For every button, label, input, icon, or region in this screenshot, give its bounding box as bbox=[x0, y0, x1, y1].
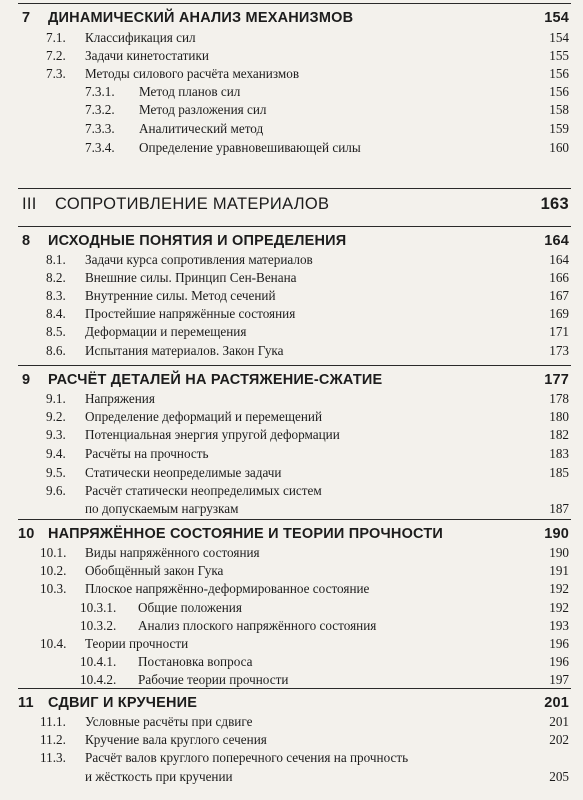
section-title: Испытания материалов. Закон Гука bbox=[85, 343, 284, 358]
section-title: Расчёт статически неопределимых систем bbox=[85, 483, 322, 498]
page-number: 193 bbox=[549, 618, 569, 633]
subsection-title: Метод разложения сил bbox=[139, 102, 267, 117]
toc-subsection[interactable] bbox=[0, 670, 583, 690]
page-number: 187 bbox=[549, 501, 569, 516]
chapter-number: 9 bbox=[22, 372, 31, 388]
section-title: Теории прочности bbox=[85, 636, 189, 651]
toc-section[interactable] bbox=[0, 28, 583, 48]
page-number: 166 bbox=[549, 270, 569, 285]
page-number: 156 bbox=[549, 66, 569, 81]
part-number: III bbox=[22, 195, 37, 213]
subsection-number: 10.4.1. bbox=[80, 654, 117, 669]
page-number: 196 bbox=[549, 654, 569, 669]
chapter-number: 7 bbox=[22, 10, 31, 26]
section-number: 9.1. bbox=[46, 391, 66, 406]
chapter-title: НАПРЯЖЁННОЕ СОСТОЯНИЕ И ТЕОРИИ ПРОЧНОСТИ bbox=[48, 526, 444, 542]
toc-section[interactable] bbox=[0, 425, 583, 445]
toc-section[interactable] bbox=[0, 304, 583, 324]
section-title: Простейшие напряжённые состояния bbox=[85, 306, 296, 321]
page-number: 158 bbox=[549, 102, 569, 117]
page-number: 191 bbox=[549, 563, 569, 578]
page-number: 201 bbox=[544, 695, 569, 711]
subsection-title: Рабочие теории прочности bbox=[138, 672, 289, 687]
toc-chapter-heading[interactable] bbox=[0, 231, 583, 251]
page-number: 156 bbox=[549, 84, 569, 99]
toc-section[interactable] bbox=[0, 748, 583, 768]
section-number: 7.2. bbox=[46, 48, 66, 63]
subsection-title: Аналитический метод bbox=[139, 121, 264, 136]
toc-section[interactable] bbox=[0, 579, 583, 599]
section-number: 8.4. bbox=[46, 306, 66, 321]
toc-section[interactable] bbox=[0, 444, 583, 464]
subsection-number: 7.3.1. bbox=[85, 84, 115, 99]
page-number: 190 bbox=[544, 526, 569, 542]
section-title: Деформации и перемещения bbox=[85, 324, 247, 339]
toc-section-continuation[interactable] bbox=[0, 499, 583, 519]
toc-chapter-heading[interactable] bbox=[0, 8, 583, 28]
toc-section[interactable] bbox=[0, 481, 583, 501]
section-title: Виды напряжённого состояния bbox=[85, 545, 260, 560]
page-number: 155 bbox=[549, 48, 569, 63]
toc-section[interactable] bbox=[0, 634, 583, 654]
toc-section-continuation[interactable] bbox=[0, 767, 583, 787]
section-number: 9.3. bbox=[46, 427, 66, 442]
section-title: Плоское напряжённо-деформированное состояние bbox=[85, 581, 370, 596]
page-number: 202 bbox=[549, 732, 569, 747]
section-number: 10.2. bbox=[40, 563, 67, 578]
toc-chapter-heading[interactable] bbox=[0, 693, 583, 713]
toc-part-heading[interactable] bbox=[0, 192, 583, 216]
subsection-number: 10.3.2. bbox=[80, 618, 117, 633]
chapter-title: РАСЧЁТ ДЕТАЛЕЙ НА РАСТЯЖЕНИЕ-СЖАТИЕ bbox=[48, 372, 383, 388]
toc-subsection[interactable] bbox=[0, 616, 583, 636]
section-number: 8.1. bbox=[46, 252, 66, 267]
section-title: Обобщённый закон Гука bbox=[85, 563, 224, 578]
section-title: Методы силового расчёта механизмов bbox=[85, 66, 300, 81]
section-number: 10.3. bbox=[40, 581, 67, 596]
page-number: 196 bbox=[549, 636, 569, 651]
page-number: 201 bbox=[549, 714, 569, 729]
section-title: Внутренние силы. Метод сечений bbox=[85, 288, 276, 303]
section-number: 8.2. bbox=[46, 270, 66, 285]
heading-rule bbox=[18, 3, 571, 4]
toc-section[interactable] bbox=[0, 286, 583, 306]
section-title-continuation: и жёсткость при кручении bbox=[85, 769, 233, 784]
toc-section[interactable] bbox=[0, 322, 583, 342]
toc-section[interactable] bbox=[0, 250, 583, 270]
section-number: 11.2. bbox=[40, 732, 66, 747]
section-number: 9.4. bbox=[46, 446, 66, 461]
toc-section[interactable] bbox=[0, 463, 583, 483]
page-number: 154 bbox=[544, 10, 569, 26]
section-number: 8.3. bbox=[46, 288, 66, 303]
section-title: Классификация сил bbox=[85, 30, 196, 45]
heading-rule bbox=[18, 519, 571, 520]
page-number: 182 bbox=[549, 427, 569, 442]
toc-section[interactable] bbox=[0, 407, 583, 427]
section-number: 8.5. bbox=[46, 324, 66, 339]
toc-section[interactable] bbox=[0, 561, 583, 581]
subsection-title: Постановка вопроса bbox=[138, 654, 253, 669]
section-title: Задачи кинетостатики bbox=[85, 48, 209, 63]
heading-rule bbox=[18, 226, 571, 227]
page-number: 164 bbox=[544, 233, 569, 249]
section-number: 9.6. bbox=[46, 483, 66, 498]
subsection-title: Анализ плоского напряжённого состояния bbox=[138, 618, 377, 633]
subsection-title: Метод планов сил bbox=[139, 84, 241, 99]
chapter-title: СДВИГ И КРУЧЕНИЕ bbox=[48, 695, 198, 711]
page-number: 160 bbox=[549, 140, 569, 155]
toc-section[interactable] bbox=[0, 46, 583, 66]
toc-subsection[interactable] bbox=[0, 652, 583, 672]
page-number: 171 bbox=[549, 324, 569, 339]
page-number: 178 bbox=[549, 391, 569, 406]
part-title: СОПРОТИВЛЕНИЕ МАТЕРИАЛОВ bbox=[55, 195, 330, 213]
page-number: 185 bbox=[549, 465, 569, 480]
section-title-continuation: по допускаемым нагрузкам bbox=[85, 501, 239, 516]
toc-section[interactable] bbox=[0, 543, 583, 563]
page-number: 205 bbox=[549, 769, 569, 784]
chapter-title: ДИНАМИЧЕСКИЙ АНАЛИЗ МЕХАНИЗМОВ bbox=[48, 10, 354, 26]
page-number: 183 bbox=[549, 446, 569, 461]
section-title: Напряжения bbox=[85, 391, 155, 406]
chapter-title: ИСХОДНЫЕ ПОНЯТИЯ И ОПРЕДЕЛЕНИЯ bbox=[48, 233, 347, 249]
page-number: 154 bbox=[549, 30, 569, 45]
section-title: Расчёт валов круглого поперечного сечения на прочность bbox=[85, 750, 409, 765]
section-title: Статически неопределимые задачи bbox=[85, 465, 282, 480]
section-number: 8.6. bbox=[46, 343, 66, 358]
chapter-number: 10 bbox=[18, 526, 35, 542]
section-title: Условные расчёты при сдвиге bbox=[85, 714, 253, 729]
subsection-number: 10.3.1. bbox=[80, 600, 117, 615]
toc-subsection[interactable] bbox=[0, 119, 583, 139]
section-number: 9.2. bbox=[46, 409, 66, 424]
subsection-number: 10.4.2. bbox=[80, 672, 117, 687]
section-number: 11.3. bbox=[40, 750, 66, 765]
section-number: 10.1. bbox=[40, 545, 67, 560]
section-title: Определение деформаций и перемещений bbox=[85, 409, 323, 424]
toc-subsection[interactable] bbox=[0, 82, 583, 102]
page-number: 197 bbox=[549, 672, 569, 687]
toc-subsection[interactable] bbox=[0, 138, 583, 158]
subsection-number: 7.3.3. bbox=[85, 121, 115, 136]
toc-chapter-heading[interactable] bbox=[0, 524, 583, 544]
toc-section[interactable] bbox=[0, 389, 583, 409]
heading-rule bbox=[18, 188, 571, 189]
section-number: 10.4. bbox=[40, 636, 67, 651]
section-title: Задачи курса сопротивления материалов bbox=[85, 252, 313, 267]
page-number: 163 bbox=[540, 195, 569, 213]
toc-section[interactable] bbox=[0, 712, 583, 732]
page-number: 159 bbox=[549, 121, 569, 136]
subsection-title: Общие положения bbox=[138, 600, 242, 615]
toc-subsection[interactable] bbox=[0, 598, 583, 618]
page-number: 173 bbox=[549, 343, 569, 358]
page-number: 192 bbox=[549, 581, 569, 596]
page-number: 169 bbox=[549, 306, 569, 321]
section-number: 7.1. bbox=[46, 30, 66, 45]
toc-section[interactable] bbox=[0, 268, 583, 288]
subsection-title: Определение уравновешивающей силы bbox=[139, 140, 361, 155]
page-number: 190 bbox=[549, 545, 569, 560]
toc-subsection[interactable] bbox=[0, 100, 583, 120]
section-title: Потенциальная энергия упругой деформации bbox=[85, 427, 340, 442]
chapter-number: 11 bbox=[18, 695, 34, 711]
section-title: Расчёты на прочность bbox=[85, 446, 209, 461]
page-number: 180 bbox=[549, 409, 569, 424]
toc-section[interactable] bbox=[0, 341, 583, 361]
section-number: 7.3. bbox=[46, 66, 66, 81]
chapter-number: 8 bbox=[22, 233, 31, 249]
section-number: 11.1. bbox=[40, 714, 66, 729]
toc-chapter-heading[interactable] bbox=[0, 370, 583, 390]
toc-section[interactable] bbox=[0, 64, 583, 84]
section-title: Внешние силы. Принцип Сен-Венана bbox=[85, 270, 297, 285]
page-number: 192 bbox=[549, 600, 569, 615]
page-number: 164 bbox=[549, 252, 569, 267]
subsection-number: 7.3.4. bbox=[85, 140, 115, 155]
page-number: 177 bbox=[544, 372, 569, 388]
section-title: Кручение вала круглого сечения bbox=[85, 732, 267, 747]
subsection-number: 7.3.2. bbox=[85, 102, 115, 117]
page-number: 167 bbox=[549, 288, 569, 303]
section-number: 9.5. bbox=[46, 465, 66, 480]
toc-section[interactable] bbox=[0, 730, 583, 750]
heading-rule bbox=[18, 365, 571, 366]
